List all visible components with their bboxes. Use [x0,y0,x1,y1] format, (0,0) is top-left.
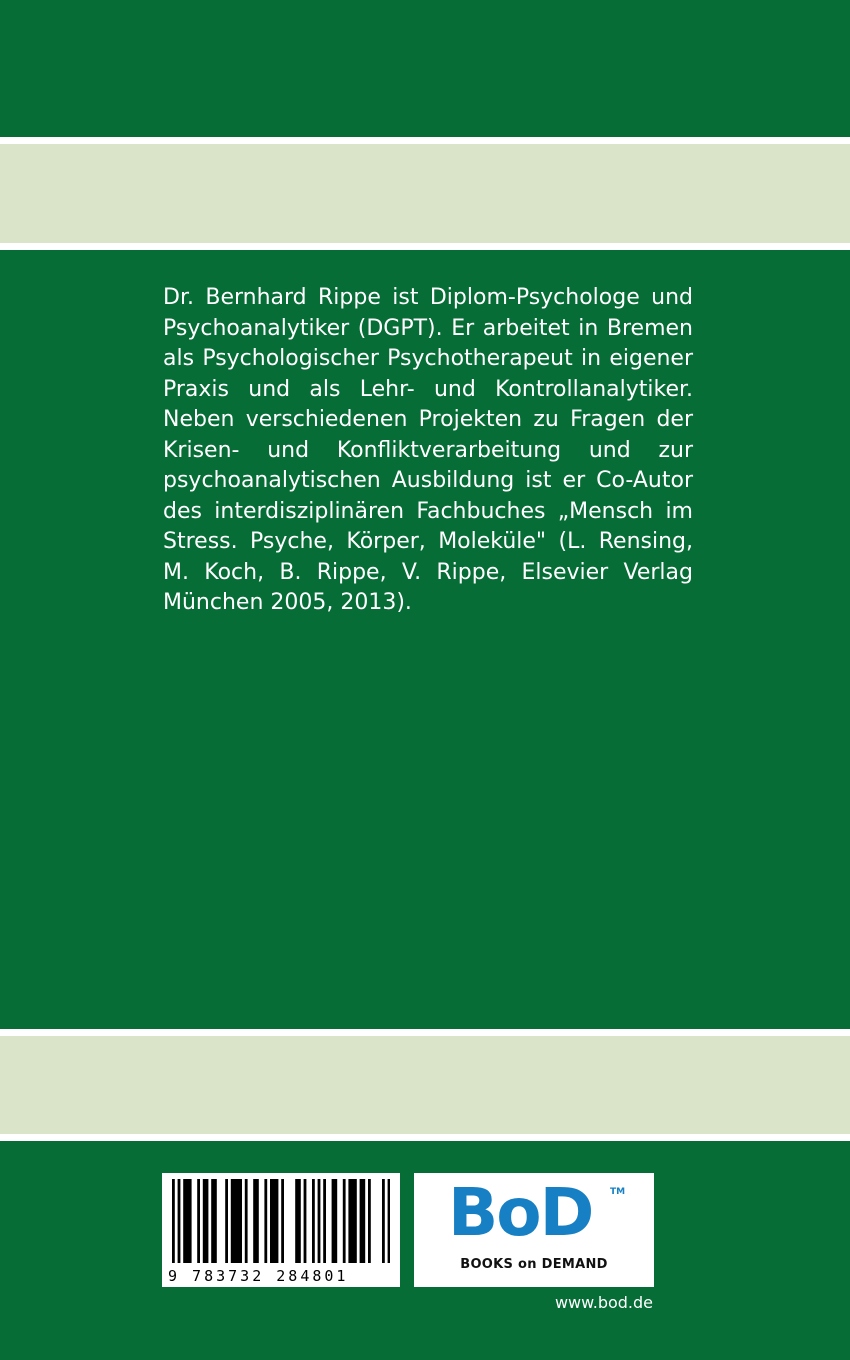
barcode-bar [211,1179,217,1263]
barcode-bar [318,1179,321,1263]
isbn-barcode [162,1173,400,1287]
barcode-bar [388,1179,390,1263]
barcode-bar [360,1179,366,1263]
barcode-bar [197,1179,200,1263]
barcode-bar [231,1179,242,1263]
barcode-bar [264,1179,267,1263]
barcode-bar [295,1179,301,1263]
barcode-bar [183,1179,191,1263]
barcode-bar [281,1179,284,1263]
barcode-bar [368,1179,371,1263]
barcode-bars [172,1179,390,1263]
barcode-bar [172,1179,175,1263]
barcode-bar [225,1179,228,1263]
barcode-bar [178,1179,181,1263]
trademark-symbol: TM [610,1187,626,1197]
publisher-logo [414,1173,654,1287]
publisher-tagline: BOOKS on DEMAND [460,1257,608,1272]
author-blurb: Dr. Bernhard Rippe ist Diplom-Psychologe und Psychoanalytiker (DGPT). Er arbeitet in Bremen als Psychologischer Psychotherapeut in eigener Praxis und als Lehr- und Kontrollanalytiker. Neben verschiedenen Projekten zu Fragen der Krisen- und Konfliktverarbeitung und zur psychoanalytischen Ausbildung ist er Co-Autor des interdisziplinären Fachbuches „Mensch im Stress. Psyche, Körper, Moleküle" (L. Rensing, M. Koch, B. Rippe, V. Rippe, Elsevier Verlag München 2005, 2013). [163,285,693,615]
isbn-number: 9 783732 284801 [168,1267,349,1285]
barcode-bar [304,1179,307,1263]
barcode-bar [270,1179,278,1263]
barcode-bar [323,1179,326,1263]
barcode-bar [312,1179,315,1263]
barcode-bar [382,1179,385,1263]
barcode-bar [332,1179,338,1263]
publisher-website: www.bod.de [554,1293,653,1312]
bottom-decorative-band [0,1029,850,1141]
barcode-bar [245,1179,248,1263]
barcode-bar [348,1179,356,1263]
top-decorative-band [0,137,850,250]
barcode-bar [343,1179,346,1263]
barcode-bar [203,1179,209,1263]
bod-logo-wordmark: BoD [448,1174,593,1251]
barcode-bar [253,1179,259,1263]
